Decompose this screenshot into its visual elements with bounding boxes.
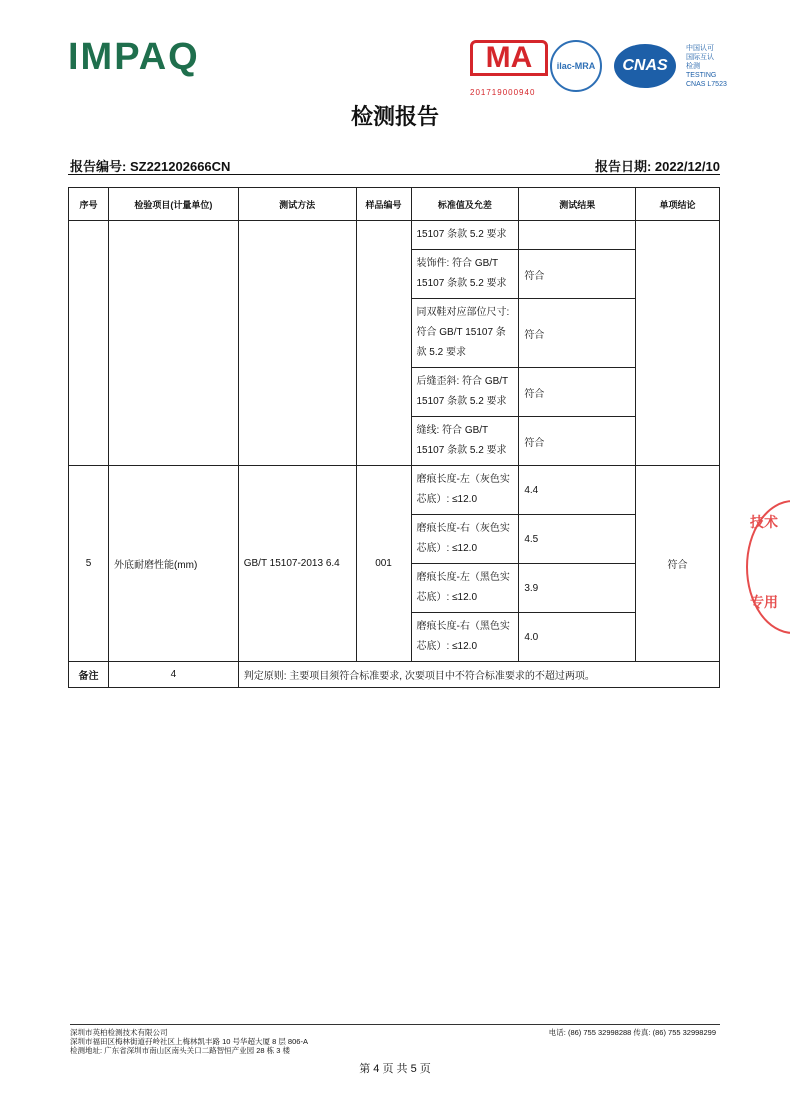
report-date-value: 2022/12/10 (654, 159, 720, 174)
footer (70, 1024, 720, 1055)
results-table (68, 187, 720, 688)
result-cell: 符合 (519, 368, 636, 417)
cma-certification-logo (470, 40, 548, 97)
cnas-logo: CNAS (614, 44, 676, 88)
footer-test-address: 检测地址: 广东省深圳市南山区南头关口二路智恒产业园 28 栋 3 楼 (70, 1046, 291, 1055)
ilac-mra-logo: ilac-MRA (550, 40, 602, 92)
header-cell: 测试方法 (238, 188, 356, 221)
test-item: 外底耐磨性能(mm) (108, 466, 238, 662)
footer-address: 深圳市福田区梅林街道孖岭社区上梅林凯丰路 10 号华超大厦 8 层 806-A (70, 1037, 308, 1046)
result-cell: 4.4 (519, 466, 636, 515)
page-number: 第 4 页 共 5 页 (359, 1063, 431, 1075)
page-title: 检测报告 (350, 105, 439, 130)
report-number-value: SZ221202666CN (129, 159, 231, 174)
header-cell: 单项结论 (636, 188, 720, 221)
standard-cell: 装饰件: 符合 GB/T 15107 条款 5.2 要求 (411, 250, 519, 299)
remark-label: 备注 (69, 662, 109, 688)
header-cell: 检验项目(计量单位) (108, 188, 238, 221)
header-cell: 样品编号 (356, 188, 411, 221)
conclusion-cell: 符合 (636, 466, 720, 662)
cnas-text-line: CNAS L7523 (686, 81, 727, 88)
empty-cell (238, 221, 356, 466)
footer-company: 深圳市英柏检测技术有限公司 (70, 1028, 168, 1037)
cma-number: 201719000940 (470, 88, 536, 97)
remark-value: 4 (108, 662, 238, 688)
table-header-row (69, 188, 720, 221)
header-cell: 标准值及允差 (411, 188, 519, 221)
cnas-text-line: 检测 (686, 63, 700, 70)
empty-cell (636, 221, 720, 466)
report-number-label: 报告编号: (70, 159, 127, 174)
cma-mark: MA (470, 40, 548, 76)
cnas-text-line: TESTING (686, 72, 717, 79)
standard-cell: 磨痕长度-右（黑色实芯底）: ≤12.0 (411, 613, 519, 662)
test-method: GB/T 15107-2013 6.4 (238, 466, 356, 662)
result-cell: 4.0 (519, 613, 636, 662)
report-number (70, 156, 230, 175)
report-date-label: 报告日期: (594, 159, 652, 174)
standard-cell: 磨痕长度-左（黑色实芯底）: ≤12.0 (411, 564, 519, 613)
result-cell: 符合 (519, 250, 636, 299)
empty-cell (108, 221, 238, 466)
header-cell: 序号 (69, 188, 109, 221)
cnas-side-text (686, 44, 727, 89)
stamp-text: 专用 (750, 594, 778, 610)
remark-text: 判定原则: 主要项目须符合标准要求, 次要项目中不符合标准要求的不超过两项。 (238, 662, 719, 688)
header-divider (68, 174, 720, 175)
result-cell: 4.5 (519, 515, 636, 564)
company-seal-stamp (746, 500, 790, 634)
empty-cell (69, 221, 109, 466)
footer-phone: 电话: (86) 755 32998288 传真: (86) 755 32998299 (548, 1028, 716, 1037)
sample-number: 001 (356, 466, 411, 662)
cnas-text-line: 国际互认 (686, 54, 714, 61)
remark-row (69, 662, 720, 688)
result-cell (519, 221, 636, 250)
standard-cell: 后缝歪斜: 符合 GB/T 15107 条款 5.2 要求 (411, 368, 519, 417)
standard-cell: 磨痕长度-左（灰色实芯底）: ≤12.0 (411, 466, 519, 515)
table-row (69, 221, 720, 250)
stamp-text: 技术 (750, 514, 778, 530)
report-date (595, 156, 720, 175)
result-cell: 3.9 (519, 564, 636, 613)
standard-cell: 15107 条款 5.2 要求 (411, 221, 519, 250)
result-cell: 符合 (519, 299, 636, 368)
table-row (69, 466, 720, 515)
header-cell: 测试结果 (519, 188, 636, 221)
standard-cell: 缝线: 符合 GB/T 15107 条款 5.2 要求 (411, 417, 519, 466)
standard-cell: 同双鞋对应部位尺寸: 符合 GB/T 15107 条款 5.2 要求 (411, 299, 519, 368)
cnas-text-line: 中国认可 (686, 45, 714, 52)
empty-cell (356, 221, 411, 466)
company-logo: IMPAQ (68, 36, 200, 78)
result-cell: 符合 (519, 417, 636, 466)
row-number: 5 (69, 466, 109, 662)
standard-cell: 磨痕长度-右（灰色实芯底）: ≤12.0 (411, 515, 519, 564)
